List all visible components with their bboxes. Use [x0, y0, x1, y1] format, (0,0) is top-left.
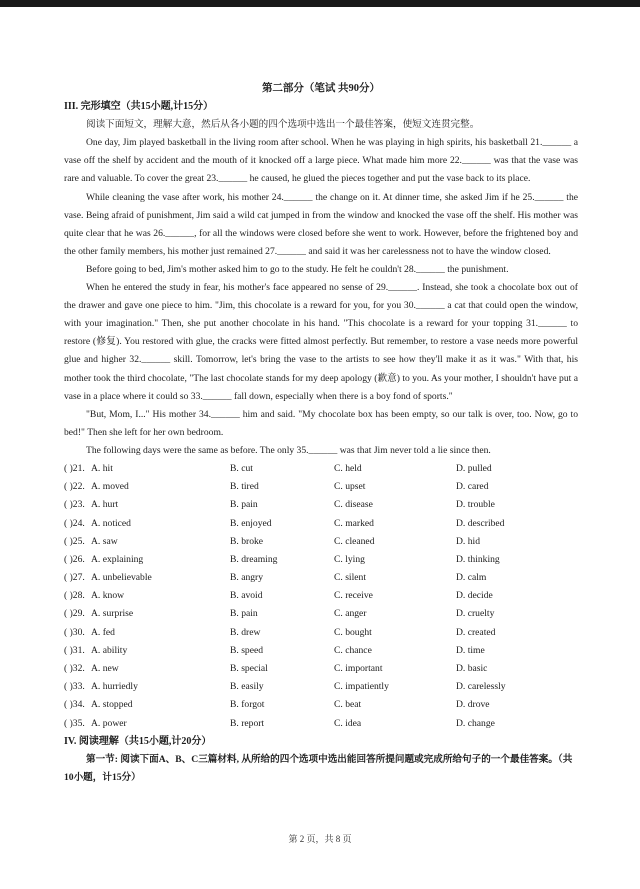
option-a: A. noticed — [91, 517, 131, 529]
question-number: ( )27. — [64, 572, 85, 584]
question-row — [64, 660, 578, 678]
question-number: ( )29. — [64, 608, 85, 620]
option-a: A. know — [91, 590, 125, 602]
passage-paragraph-5: "But, Mom, I..." His mother 34.______ him and said. "My chocolate box has been empty, so our talk is over, too. Now, go to bed!" Then she left for her own bedroom. — [64, 408, 578, 438]
option-a: A. hurriedly — [91, 681, 138, 693]
option-b: B. special — [230, 663, 268, 675]
option-a: A. hurt — [91, 499, 119, 511]
question-row — [64, 642, 578, 660]
question-row — [64, 624, 578, 642]
question-row — [64, 715, 578, 733]
question-row — [64, 515, 578, 533]
section-3-title: III. 完形填空（共15小题,计15分） — [64, 101, 214, 113]
scan-top-edge — [0, 0, 640, 7]
passage-paragraph-2: While cleaning the vase after work, his mother 24.______ the change on it. At dinner time, she asked Jim if he 25.______ the vase. Being afraid of punishment, Jim said a wild cat jumped in from the window and knocked the vase off the shelf. His mother was quite clear that he was 26.______, for all the windows were closed before she went to work. However, before the frightened boy and the other family members, his mother just remained 27.______ and said it was her carelessness not to have the window closed. — [64, 191, 578, 257]
question-number: ( )22. — [64, 481, 85, 493]
question-number: ( )35. — [64, 717, 85, 729]
option-a: A. explaining — [91, 553, 144, 565]
option-c: C. idea — [334, 717, 362, 729]
option-b: B. dreaming — [230, 553, 278, 565]
option-d: D. drove — [456, 699, 490, 711]
option-c: C. receive — [334, 590, 373, 602]
question-row — [64, 496, 578, 514]
option-d: D. described — [456, 517, 505, 529]
option-b: B. speed — [230, 644, 264, 656]
question-row — [64, 533, 578, 551]
option-b: B. enjoyed — [230, 517, 272, 529]
part-title: 第二部分（笔试 共90分） — [261, 83, 381, 94]
option-d: D. carelessly — [456, 681, 506, 693]
option-b: B. easily — [230, 681, 264, 693]
option-b: B. pain — [230, 608, 258, 620]
option-c: C. anger — [334, 608, 367, 620]
section-4-sub-instruction: 第一节: 阅读下面A、B、C三篇材料, 从所给的四个选项中选出能回答所提问题或完成所给句子的一个最佳答案。（共10小题，计15分） — [64, 753, 573, 783]
option-a: A. ability — [91, 644, 128, 656]
question-number: ( )26. — [64, 553, 85, 565]
option-a: A. hit — [91, 462, 113, 474]
option-a: A. unbelievable — [91, 572, 152, 584]
option-a: A. new — [91, 663, 119, 675]
option-c: C. cleaned — [334, 535, 375, 547]
question-number: ( )28. — [64, 590, 85, 602]
option-d: D. calm — [456, 572, 487, 584]
question-number: ( )30. — [64, 626, 85, 638]
passage-paragraph-1: One day, Jim played basketball in the living room after school. When he was playing in high spirits, his basketball 21.______ a vase off the shelf by accident and the mouth of it knocked off a large piece. What made him more 22.______ was that the vase was rare and valuable. To cover the great 23.______ he caused, he glued the pieces together and put the vase back to its place. — [64, 137, 578, 185]
option-d: D. pulled — [456, 462, 492, 474]
option-d: D. cruelty — [456, 608, 495, 620]
page-footer: 第 2 页，共 8 页 — [288, 834, 352, 844]
question-list — [64, 460, 578, 733]
question-number: ( )23. — [64, 499, 85, 511]
option-d: D. basic — [456, 663, 488, 675]
option-d: D. hid — [456, 535, 480, 547]
option-c: C. upset — [334, 481, 366, 493]
option-c: C. beat — [334, 699, 362, 711]
option-c: C. silent — [334, 572, 366, 584]
section-3-instruction: 阅读下面短文，理解大意，然后从各小题的四个选项中选出一个最佳答案，使短文连贯完整。 — [86, 119, 480, 131]
question-row — [64, 605, 578, 623]
question-row — [64, 551, 578, 569]
option-b: B. forgot — [230, 699, 265, 711]
option-a: A. stopped — [91, 699, 133, 711]
option-d: D. decide — [456, 590, 493, 602]
option-a: A. moved — [91, 481, 129, 493]
option-c: C. bought — [334, 626, 372, 638]
passage-paragraph-3: Before going to bed, Jim's mother asked him to go to the study. He felt he couldn't 28.______ the punishment. — [86, 263, 509, 275]
question-row — [64, 696, 578, 714]
passage-paragraph-4: When he entered the study in fear, his mother's face appeared no sense of 29.______. Instead, she took a chocolate box out of the drawer and gave one piece to him. "Jim, this chocolate is a reward for you, for you 30.______ a cat that could open the window, with your imagination." Then, she put another chocolate in his hand. "This chocolate is a reward for your topping 31.______ to restore (修复). You restored with glue, the cracks were fitted almost perfectly. But remember, to restore a vase needs more powerful glue and higher 32.______ skill. Tomorrow, let's bring the vase to the artists to see how they'll make it as it was." With that, his mother took the third chocolate, "The last chocolate stands for my deep apology (歉意) to you. As your mother, I shouldn't have put a vase in a place where it could so 33.______ fall down, especially when there is a boy fond of sports." — [64, 282, 578, 402]
option-d: D. change — [456, 717, 495, 729]
question-number: ( )24. — [64, 517, 85, 529]
question-row — [64, 478, 578, 496]
question-number: ( )21. — [64, 462, 85, 474]
option-c: C. disease — [334, 499, 373, 511]
option-c: C. marked — [334, 517, 374, 529]
option-d: D. trouble — [456, 499, 495, 511]
option-c: C. impatiently — [334, 681, 389, 693]
option-c: C. held — [334, 462, 362, 474]
option-b: B. tired — [230, 481, 259, 493]
question-row — [64, 460, 578, 478]
option-b: B. avoid — [230, 590, 263, 602]
question-number: ( )25. — [64, 535, 85, 547]
option-a: A. power — [91, 717, 127, 729]
option-a: A. surprise — [91, 608, 134, 620]
option-b: B. report — [230, 717, 265, 729]
option-d: D. created — [456, 626, 496, 638]
option-b: B. broke — [230, 535, 264, 547]
option-c: C. lying — [334, 553, 365, 565]
question-row — [64, 569, 578, 587]
passage-paragraph-6: The following days were the same as before. The only 35.______ was that Jim never told a lie since then. — [86, 444, 491, 456]
question-number: ( )34. — [64, 699, 85, 711]
question-number: ( )31. — [64, 644, 85, 656]
option-d: D. time — [456, 644, 485, 656]
option-b: B. cut — [230, 462, 253, 474]
section-4-title: IV. 阅读理解（共15小题,计20分） — [64, 735, 212, 747]
option-c: C. important — [334, 663, 383, 675]
question-number: ( )32. — [64, 663, 85, 675]
option-a: A. saw — [91, 535, 118, 547]
question-row — [64, 587, 578, 605]
option-b: B. drew — [230, 626, 261, 638]
exam-page — [64, 80, 578, 787]
option-d: D. cared — [456, 481, 489, 493]
question-row — [64, 678, 578, 696]
option-d: D. thinking — [456, 553, 500, 565]
option-c: C. chance — [334, 644, 372, 656]
option-b: B. angry — [230, 572, 264, 584]
question-number: ( )33. — [64, 681, 85, 693]
option-b: B. pain — [230, 499, 258, 511]
option-a: A. fed — [91, 626, 115, 638]
